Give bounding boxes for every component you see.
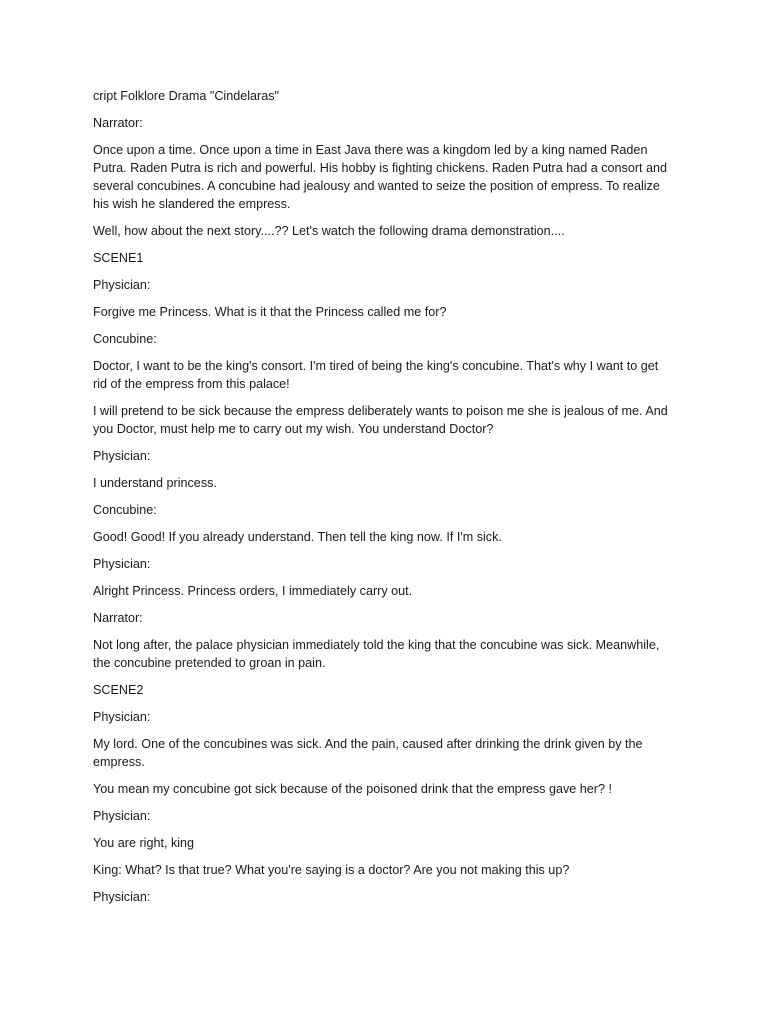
dialogue-line: I understand princess. [93, 476, 217, 490]
speaker-label: Physician: [93, 449, 151, 463]
dialogue-line: Forgive me Princess. What is it that the Princess called me for? [93, 305, 447, 319]
speaker-label: Physician: [93, 890, 151, 904]
speaker-label: Physician: [93, 809, 151, 823]
document-title: cript Folklore Drama "Cindelaras" [93, 89, 280, 103]
speaker-label: Concubine: [93, 503, 157, 517]
dialogue-line: Good! Good! If you already understand. Then tell the king now. If I'm sick. [93, 530, 502, 544]
dialogue-line: Alright Princess. Princess orders, I immediately carry out. [93, 584, 413, 598]
speaker-label: Narrator: [93, 116, 143, 130]
dialogue-line: My lord. One of the concubines was sick. And the pain, caused after drinking the drink given by the empress. [93, 737, 643, 769]
paragraph: Well, how about the next story....?? Let's watch the following drama demonstration.... [93, 224, 565, 238]
paragraph: Once upon a time. Once upon a time in East Java there was a kingdom led by a king named Raden Putra. Raden Putra is rich and powerful. His hobby is fighting chickens. Raden Putra had a consort and several concubines. A concubine had jealousy and wanted to seize the position of empress. To realize his wish he slandered the empress. [93, 143, 668, 211]
speaker-label: Concubine: [93, 332, 157, 346]
document-body [93, 87, 673, 915]
dialogue-line: You are right, king [93, 836, 195, 850]
scene-heading: SCENE1 [93, 251, 144, 265]
dialogue-line: Doctor, I want to be the king's consort. I'm tired of being the king's concubine. That's why I want to get rid of the empress from this palace! [93, 359, 659, 391]
dialogue-line: You mean my concubine got sick because of the poisoned drink that the empress gave her? ! [93, 782, 612, 796]
scene-heading: SCENE2 [93, 683, 144, 697]
speaker-label: Physician: [93, 278, 151, 292]
paragraph: Not long after, the palace physician immediately told the king that the concubine was sick. Meanwhile, the concubine pretended to groan in pain. [93, 638, 660, 670]
speaker-label: Physician: [93, 557, 151, 571]
speaker-label: Narrator: [93, 611, 143, 625]
dialogue-line: King: What? Is that true? What you're saying is a doctor? Are you not making this up? [93, 863, 570, 877]
dialogue-line: I will pretend to be sick because the empress deliberately wants to poison me she is jealous of me. And you Doctor, must help me to carry out my wish. You understand Doctor? [93, 404, 668, 436]
speaker-label: Physician: [93, 710, 151, 724]
